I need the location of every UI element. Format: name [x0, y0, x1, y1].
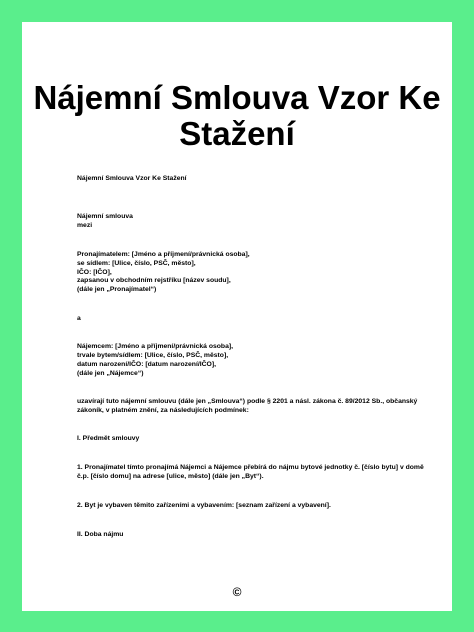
document-title: Nájemní Smlouva Vzor Ke Stažení	[33, 79, 441, 152]
document-page	[22, 22, 452, 611]
copyright-icon: ©	[232, 585, 242, 599]
between-line: mezi	[77, 222, 93, 229]
tenant-birth-line: datum narození/IČO: [datum narození/IČO],	[77, 361, 216, 368]
clause-1-line-2: č.p. [číslo domu] na adrese [ulice, město] (dále jen „Byt“).	[77, 473, 264, 480]
agreement-line-1: uzavírají tuto nájemní smlouvu (dále jen „Smlouva“) podle § 2201 a násl. zákona č. 89/2012 Sb., občanský	[77, 398, 418, 405]
landlord-register-line: zapsanou v obchodním rejstříku [název soudu],	[77, 277, 231, 284]
and-line: a	[77, 315, 81, 322]
tenant-alias-line: (dále jen „Nájemce“)	[77, 370, 144, 377]
doc-heading-line: Nájemní Smlouva Vzor Ke Stažení	[77, 175, 187, 182]
landlord-alias-line: (dále jen „Pronajímatel“)	[77, 286, 157, 293]
tenant-name-line: Nájemcem: [Jméno a příjmení/právnická osoba],	[77, 343, 234, 350]
section-1-heading: I. Předmět smlouvy	[77, 435, 140, 442]
clause-1-line-1: 1. Pronajímatel tímto pronajímá Nájemci a Nájemce přebírá do nájmu bytové jednotky č. [číslo bytu] v domě	[77, 464, 424, 471]
agreement-line-2: zákoník, v platném znění, za následujících podmínek:	[77, 407, 249, 414]
clause-2-line: 2. Byt je vybaven těmito zařízeními a vybavením: [seznam zařízení a vybavení].	[77, 502, 331, 509]
section-2-heading: II. Doba nájmu	[77, 531, 124, 538]
tenant-address-line: trvale bytem/sídlem: [Ulice, číslo, PSČ, město],	[77, 352, 229, 359]
landlord-name-line: Pronajímatelem: [Jméno a příjmení/právnická osoba],	[77, 251, 250, 258]
contract-name-line: Nájemní smlouva	[77, 213, 133, 220]
landlord-ico-line: IČO: [IČO],	[77, 269, 112, 276]
landlord-address-line: se sídlem: [Ulice, číslo, PSČ, město],	[77, 260, 196, 267]
